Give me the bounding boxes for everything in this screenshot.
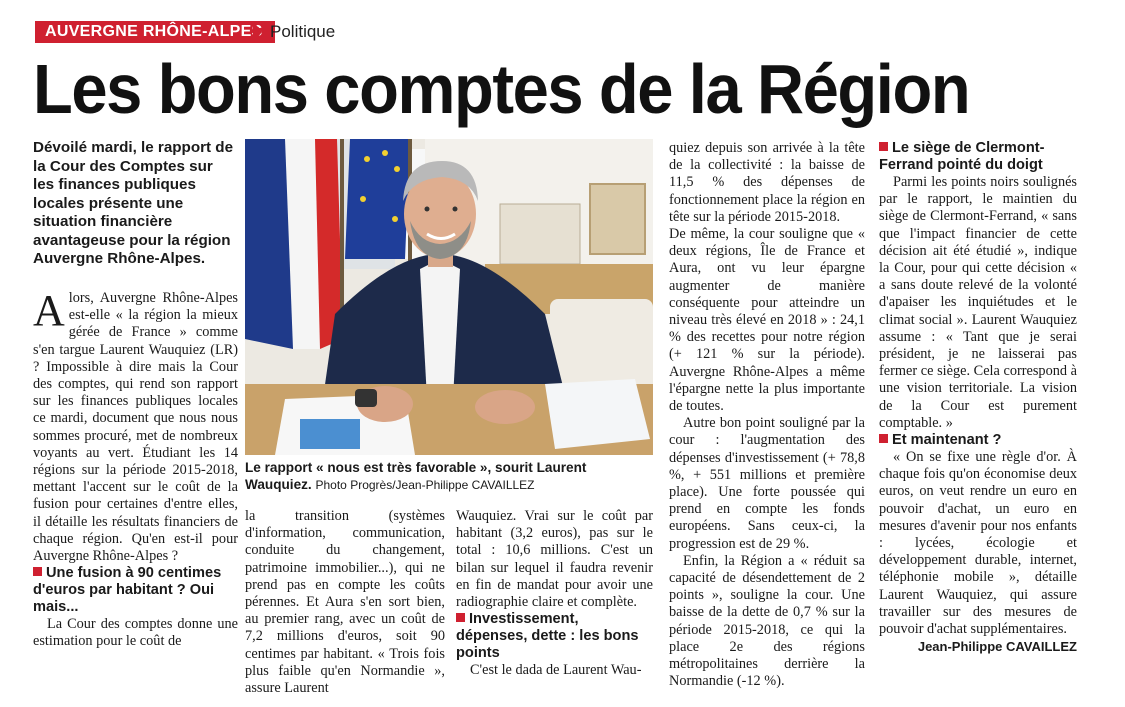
article-column-3 [456,508,653,679]
subheading [879,140,1077,174]
paragraph: « On se fixe une règle d'or. À chaque fois qu'on économise deux euros, on veut rendre un euro en pouvoir d'achat, un euro en mesures d'avenir pour nos enfants : lycées, écologie et développement durable, internet, téléphonie mobile », détaille Laurent Wauquiez, qui assure travailler sur des mesures de pouvoir d'achat supplémentaires. [879,449,1077,638]
photo-credit: Photo Progrès/Jean-Philippe CAVAILLEZ [315,478,535,492]
subheading-text: Une fusion à 90 centimes d'euros par habitant ? Oui mais... [33,565,222,616]
red-square-icon [879,142,888,151]
caption-text: Le rapport « nous est très favorable », sourit Laurent Wauquiez. [245,460,587,492]
red-square-icon [456,613,465,622]
dropcap: A [33,286,65,335]
rubric-label: Politique [270,22,336,41]
author-signature: Jean-Philippe CAVAILLEZ [917,639,1077,655]
subheading-text: Investissement, dépenses, dette : les bons points [456,611,639,662]
paragraph-text: lors, Auvergne Rhône-Alpes est-elle « la région la mieux gérée de France » comme s'en targue Laurent Wauquiez (LR) ? Impossible à dire mais la Cour des comptes, qui rend son rapport sur les finances publiques locales ce mardi, document que nous nous sommes procuré, met de nombreux voyants au vert. Étudiant les 14 régions sur la période 2015-2018, mettant l'accent sur le coût de la fusion pour certaines d'entre elles, il détaille les résultats financiers de chaque région. Qu'en est-il pour Auvergne Rhône-Alpes ? [33,290,238,565]
section-kicker: AUVERGNE RHÔNE-ALPES [35,21,275,43]
headline: Les bons comptes de la Région [33,50,970,128]
paragraph: Enfin, la Région a « réduit sa capacité de désendettement de 2 points », souligne la cour. Une baisse de la dette de 0,7 % sur la période 2015-2018, ce qui la place 2e des régions métropolitaines derrière la Normandie (-12 %). [669,552,865,690]
paragraph: C'est le dada de Laurent Wau- [470,662,642,679]
paragraph: De même, la cour souligne que « deux régions, Île de France et Aura, ont vu leur épargne augmenter de manière conséquente pour atteindre un niveau très élevé en 2018 » : 24,1 % des recettes pour notre région (+ 121 % sur la période). Auvergne Rhône-Alpes a même l'épargne nette la plus importante de toutes. [669,226,865,415]
paragraph: Autre bon point souligné par la cour : l'augmentation des dépenses d'investissement (+ 78,8 %, + 551 millions et première place). Une forte poussée qui prend en compte les fonds européens. Sans ceux-ci, la progression est de 29 %. [669,415,865,552]
article-column-4 [669,140,865,691]
kicker-arrow-shape [253,21,262,43]
red-square-icon [879,434,888,443]
paragraph: La Cour des comptes donne une estimation pour le coût de [33,616,238,650]
subheading [33,565,238,616]
subheading-text: Le siège de Clermont-Ferrand pointé du doigt [879,140,1045,173]
paragraph: Wauquiez. Vrai sur le coût par habitant (3,2 euros), pas sur le total : 10,6 millions. C'est un bilan sur lequel il faudra revenir en fin de mandat pour avoir une radiographie claire et complète. [456,508,653,611]
photo-caption [245,459,653,494]
article-column-1 [33,286,238,651]
article-column-5 [879,140,1077,655]
subheading [456,611,653,662]
red-square-icon [33,567,42,576]
lead-paragraph: Dévoilé mardi, le rapport de la Cour des Comptes sur les finances publiques locales présente une situation financière avantageuse pour la région Auvergne Rhône-Alpes. [33,139,234,267]
paragraph: quiez depuis son arrivée à la tête de la collectivité : la baisse de 11,5 % des dépenses de fonctionnement place la région en tête sur la période 2015-2018. [669,140,865,225]
article-photo [245,139,653,455]
photo-illustration [245,139,653,455]
paragraph: Parmi les points noirs soulignés par le rapport, le maintien du siège de Clermont-Ferrand, « sans que l'impact financier de cette décision ait été étudié », indique la Cour, pour qui cette décision « a sans doute relevé de la volonté d'apaiser les inquiétudes et le climat social ». Laurent Wauquiez assume : « Tant que je serai président, je ne laisserai pas fermer ce siège. Cela correspond à une vision territoriale. La vision de la Cour est purement comptable. » [879,174,1077,431]
article-column-2 [245,508,445,697]
paragraph: la transition (systèmes d'information, communication, conduite du changement, patrimoine immobilier...), qui ne prend pas en compte les coûts pérennes. Et Aura s'en sort bien, au premier rang, avec un coût de 7,2 millions d'euros, soit 90 centimes par habitant. « Trois fois plus faible qu'en Normandie », assure Laurent [245,508,445,697]
subheading [879,432,1077,449]
paragraph [33,286,238,565]
subheading-text: Et maintenant ? [892,432,1002,449]
